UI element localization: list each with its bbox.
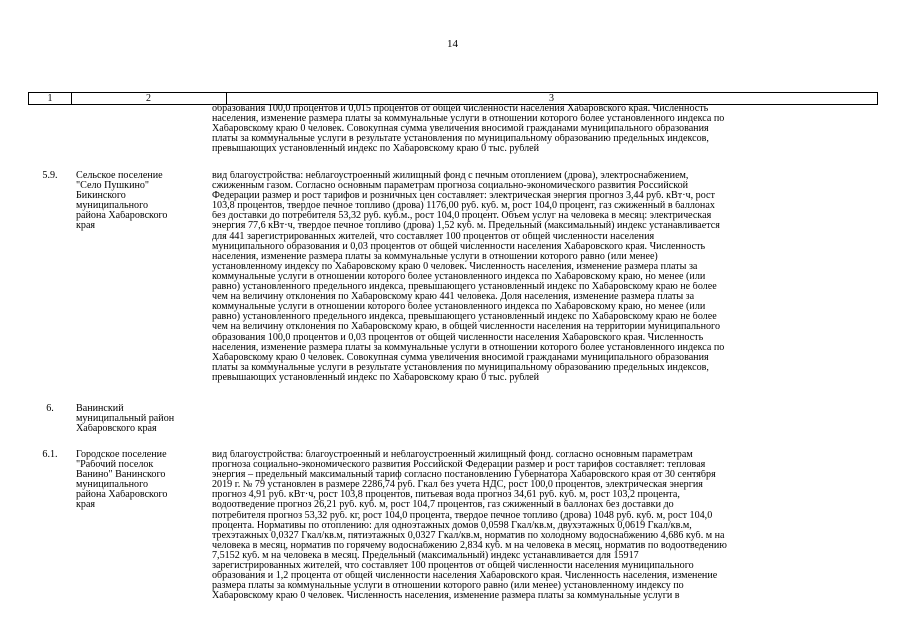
text-line: зарегистрированных жителей, что составляет 100 процентов от общей численности населения муниципального — [212, 561, 694, 572]
name-line: края — [76, 500, 96, 511]
text-line: установленному индексу по Хабаровскому краю 0 человек. Численность населения, изменение размера платы за — [212, 261, 698, 272]
text-line: населения, изменение размера платы за коммунальные услуги в отношении которого более установленного индекса по — [212, 114, 725, 125]
name-line: Городское поселение — [76, 450, 167, 460]
text-line: Хабаровскому краю 0 человек. Численность населения, изменение размера платы за коммунальные услуги в — [212, 591, 680, 602]
text-line: образования и 1,2 процента от общей численности населения Хабаровского края. Численность населения, изменение — [212, 571, 718, 582]
text-line: водоотведение прогноз 26,21 руб. куб. м, рост 104,7 процентов, газ сжиженный в баллонах без доставки до — [212, 500, 674, 511]
name-line: муниципального — [76, 201, 149, 212]
text-line: сжиженным газом. Согласно основным параметрам прогноза социально-экономического развития Российской — [212, 181, 689, 192]
name-line: "Село Пушкино" — [76, 181, 150, 192]
text-line: платы за коммунальные услуги в результате установления по муниципальному образованию предельных индексов, — [212, 362, 709, 373]
header-col-1: 1 — [29, 93, 72, 104]
name-line: района Хабаровского — [76, 490, 168, 501]
text-line: коммунальные услуги в отношении которого более установленного индекса по Хабаровскому краю, но менее (или — [212, 302, 706, 313]
text-line: 2019 г. № 79 установлен в размере 2286,74 руб. Гкал без учета НДС, рост 100,0 процентов, электрическая энергия — [212, 480, 703, 491]
text-line: человека в месяц, норматив по горячему водоснабжению 2,834 куб. м на человека в месяц, норматив по водоотведению — [212, 540, 727, 551]
text-line: чем на величину отклонения по Хабаровскому краю, в общей численности населения на территории муниципального — [212, 322, 720, 333]
text-line: Федерации размер и рост тарифов и розничных цен составляет: электрическая энергия прогноз 3,44 руб. кВт·ч, рост — [212, 191, 715, 202]
text-line: равно) установленного предельного индекса, превышающего установленный индекс по Хабаровскому краю не более — [212, 312, 717, 323]
text-line: вид благоустройства: благоустроенный и неблагоустроенный жилищный фонд. согласно основным параметрам — [212, 450, 693, 460]
text-line: превышающих установленный индекс по Хабаровскому краю 0 тыс. рублей — [212, 144, 539, 155]
name-line: муниципального — [76, 480, 149, 491]
text-line: потребителя прогноз 53,32 руб. кг, рост 104,0 процента, твердое печное топливо (дрова) 1048 руб. куб. м, рост 104,0 — [212, 510, 713, 521]
text-line: 103,8 процентов, твердое печное топливо (дрова) 1176,00 руб. куб. м, рост 104,0 процент, газ сжиженный в баллонах — [212, 201, 715, 212]
text-line: Хабаровскому краю 0 человек. Совокупная сумма увеличения вносимой гражданами муниципального образования — [212, 124, 709, 135]
row-number: 6. — [46, 403, 54, 414]
text-line: населения, изменение размера платы за коммунальные услуги в отношении которого равно (или менее) — [212, 251, 658, 262]
text-line: прогноза социально-экономического развития Российской Федерации размер и рост тарифов составляет: тепловая — [212, 460, 706, 471]
text-line: коммунальные услуги в отношении которого более установленного индекса по Хабаровскому краю, но менее (или — [212, 271, 706, 282]
text-line: Хабаровскому краю 0 человек. Совокупная сумма увеличения вносимой гражданами муниципального образования — [212, 352, 709, 363]
text-line: для 441 зарегистрированных жителей, что составляет 100 процентов от общей численности населения — [212, 231, 655, 242]
text-line: энергия 77,6 кВт·ч, твердое печное топливо (дрова) 1,52 куб. м. Предельный (максимальный) индекс устанавливается — [212, 221, 720, 232]
row-number: 5.9. — [42, 170, 58, 181]
municipality-name — [76, 450, 208, 511]
name-line: края — [76, 221, 96, 232]
text-line: равно) установленного предельного индекса, превышающего установленный индекс по Хабаровскому краю не более — [212, 282, 717, 293]
text-line: прогноз 4,91 руб. кВт·ч, рост 103,8 процентов, питьевая вода прогноз 34,61 руб. куб. м, рост 103,2 процента, — [212, 490, 680, 501]
text-line: процента. Нормативы по отоплению: для одноэтажных домов 0,0598 Гкал/кв.м, двухэтажных 0,0619 Гкал/кв.м, — [212, 520, 692, 531]
name-line: Сельское поселение — [76, 171, 163, 181]
name-line: Хабаровского края — [76, 424, 157, 435]
name-line: района Хабаровского — [76, 211, 168, 222]
text-line: муниципального образования и 0,03 процентов от общей численности населения Хабаровского края. Численность — [212, 241, 706, 252]
municipality-name — [76, 404, 208, 434]
text-line: чем на величину отклонения по Хабаровскому краю 441 человека. Доля населения, изменение размера платы за — [212, 292, 695, 303]
name-line: Ванино" Ванинского — [76, 470, 166, 481]
text-line: превышающих установленный индекс по Хабаровскому краю 0 тыс. рублей — [212, 372, 539, 383]
text-line: образования 100,0 процентов и 0,015 процентов от общей численности населения Хабаровского края. Численность — [212, 104, 709, 114]
name-line: Бикинского — [76, 191, 126, 202]
text-line: образования 100,0 процентов и 0,03 процентов от общей численности населения Хабаровского края. Численность — [212, 332, 704, 343]
municipality-name — [76, 171, 208, 232]
header-col-2: 2 — [71, 93, 227, 104]
text-line: энергия – предельный максимальный тариф согласно постановлению Губернатора Хабаровского края от 30 сентября — [212, 470, 716, 481]
name-line: Ванинский — [76, 404, 124, 414]
text-line: без доставки до потребителя 53,32 руб. куб.м., рост 104,0 процент. Объем услуг на человека в месяц: электрическая — [212, 211, 712, 222]
page-number: 14 — [447, 38, 458, 50]
continuation-text — [212, 104, 868, 154]
name-line: "Рабочий поселок — [76, 460, 154, 471]
row-description — [212, 171, 868, 383]
text-line: размера платы за коммунальные услуги в отношении которого равно (или менее) установленному индексу по — [212, 581, 684, 592]
text-line: трехэтажных 0,0327 Гкал/кв.м, пятиэтажных 0,0327 Гкал/кв.м, норматив по холодному водоснабжению 4,686 куб. м на — [212, 530, 725, 541]
text-line: населения, изменение размера платы за коммунальные услуги в отношении которого более установленного индекса по — [212, 342, 725, 353]
row-description — [212, 450, 868, 601]
header-col-3: 3 — [549, 93, 554, 104]
row-number: 6.1. — [42, 449, 58, 460]
text-line: платы за коммунальные услуги в результате установления по муниципальному образованию предельных индексов, — [212, 134, 709, 145]
text-line: 7,5152 куб. м на человека в месяц. Предельный (максимальный) индекс устанавливается для 15917 — [212, 550, 639, 561]
text-line: вид благоустройства: неблагоустроенный жилищный фонд с печным отоплением (дрова), электроснабжением, — [212, 171, 689, 181]
name-line: муниципальный район — [76, 414, 175, 425]
